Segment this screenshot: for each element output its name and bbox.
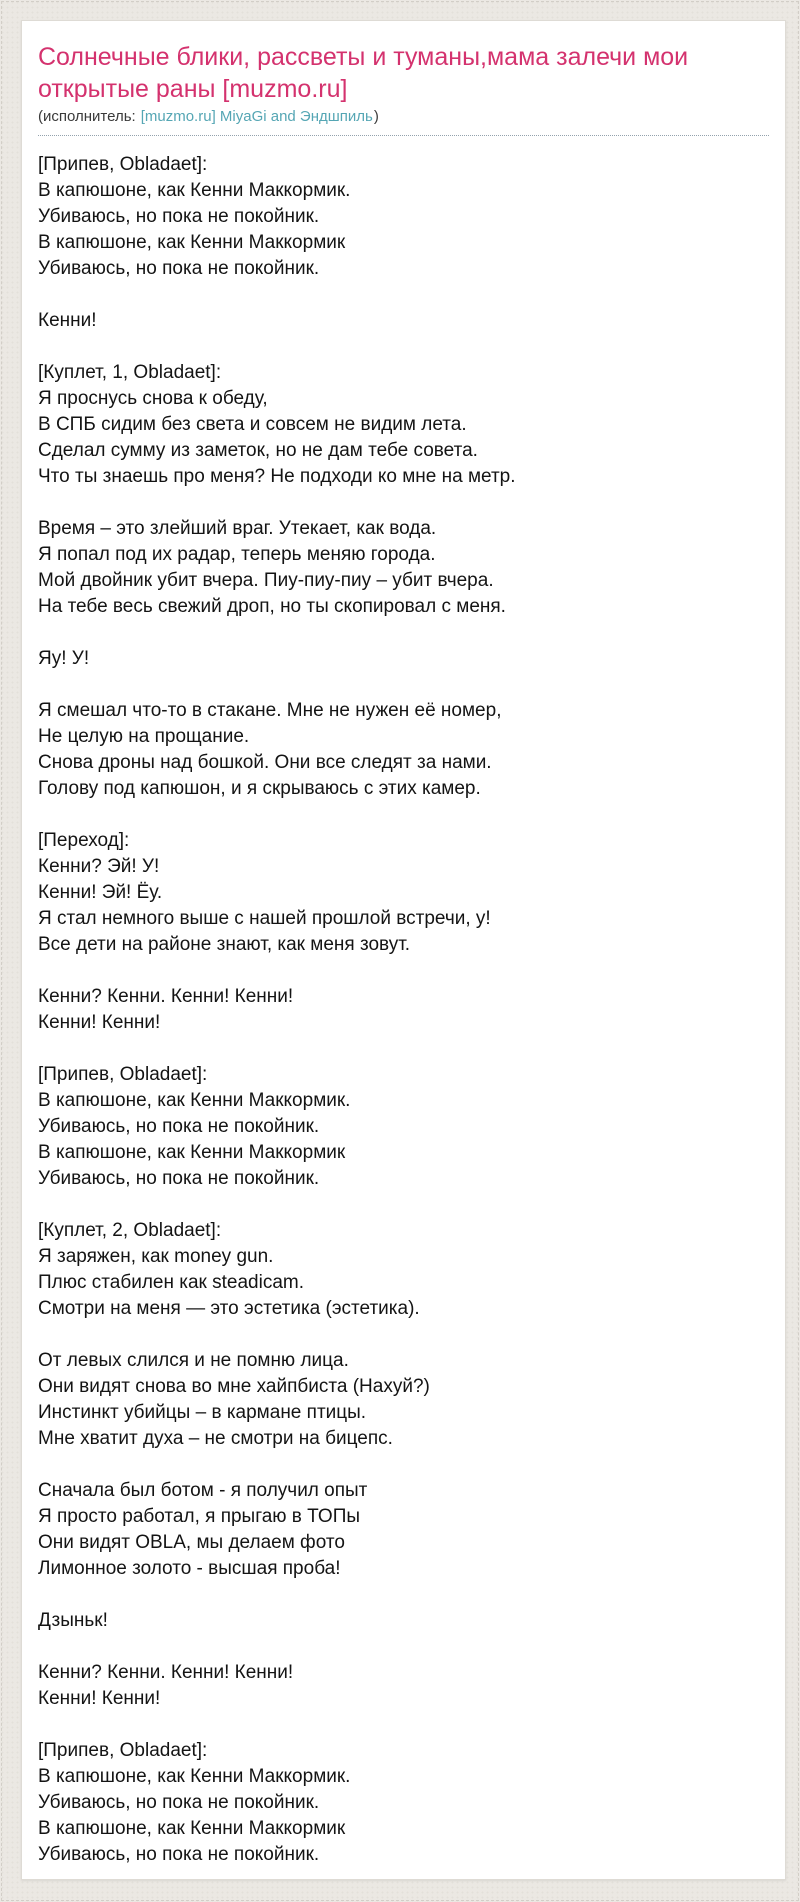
artist-line bbox=[38, 108, 769, 136]
lyric-line: [Припев, Obladaet]: bbox=[38, 154, 208, 175]
lyric-line bbox=[38, 1452, 769, 1478]
lyric-line: Голову под капюшон, и я скрываюсь с этих камер. bbox=[38, 778, 481, 799]
lyric-line: [Куплет, 2, Obladaet]: bbox=[38, 1220, 222, 1241]
lyric-line: Убиваюсь, но пока не покойник. bbox=[38, 1116, 320, 1137]
lyric-line: Сделал сумму из заметок, но не дам тебе совета. bbox=[38, 440, 478, 461]
lyric-line: Кенни! bbox=[38, 310, 97, 331]
lyric-line: Инстинкт убийцы – в кармане птицы. bbox=[38, 1402, 367, 1423]
lyric-line: Все дети на районе знают, как меня зовут. bbox=[38, 934, 411, 955]
lyric-line bbox=[38, 1036, 769, 1062]
lyric-line: В капюшоне, как Кенни Маккормик. bbox=[38, 180, 351, 201]
lyric-line: Не целую на прощание. bbox=[38, 726, 250, 747]
lyric-line bbox=[38, 1634, 769, 1660]
lyric-line: Кенни! Эй! Ёу. bbox=[38, 882, 163, 903]
lyric-line: Кенни? Эй! У! bbox=[38, 856, 160, 877]
lyric-line: На тебе весь свежий дроп, но ты скопировал с меня. bbox=[38, 596, 506, 617]
lyric-line: Я проснусь снова к обеду, bbox=[38, 388, 268, 409]
lyric-line: Я стал немного выше с нашей прошлой встречи, у! bbox=[38, 908, 491, 929]
page-title: Солнечные блики, рассветы и туманы,мама залечи мои открытые раны [muzmo.ru] bbox=[38, 43, 689, 103]
lyric-line: Сначала был ботом - я получил опыт bbox=[38, 1480, 368, 1501]
lyric-line: Мой двойник убит вчера. Пиу-пиу-пиу – убит вчера. bbox=[38, 570, 494, 591]
lyric-line: Время – это злейший враг. Утекает, как вода. bbox=[38, 518, 437, 539]
lyric-line: В капюшоне, как Кенни Маккормик bbox=[38, 1818, 346, 1839]
lyric-line: Лимонное золото - высшая проба! bbox=[38, 1558, 341, 1579]
lyric-line: Я попал под их радар, теперь меняю города. bbox=[38, 544, 436, 565]
lyrics bbox=[38, 152, 769, 1868]
lyric-line: Я смешал что-то в стакане. Мне не нужен её номер, bbox=[38, 700, 502, 721]
lyric-line bbox=[38, 1712, 769, 1738]
lyric-line: Кенни! Кенни! bbox=[38, 1688, 161, 1709]
lyric-line: В капюшоне, как Кенни Маккормик bbox=[38, 232, 346, 253]
lyric-line: Кенни! Кенни! bbox=[38, 1012, 161, 1033]
lyric-line bbox=[38, 958, 769, 984]
lyric-line bbox=[38, 1192, 769, 1218]
artist-link[interactable]: [muzmo.ru] MiyaGi and Эндшпиль bbox=[140, 108, 373, 125]
lyric-line: Смотри на меня — это эстетика (эстетика). bbox=[38, 1298, 420, 1319]
artist-close-paren: ) bbox=[373, 108, 379, 125]
lyric-line: Они видят снова во мне хайпбиста (Нахуй?) bbox=[38, 1376, 430, 1397]
lyric-line: Яу! У! bbox=[38, 648, 90, 669]
lyric-line: Убиваюсь, но пока не покойник. bbox=[38, 258, 320, 279]
lyric-line: Убиваюсь, но пока не покойник. bbox=[38, 1168, 320, 1189]
lyric-line bbox=[38, 1582, 769, 1608]
lyric-line: [Припев, Obladaet]: bbox=[38, 1064, 208, 1085]
lyric-line: В капюшоне, как Кенни Маккормик. bbox=[38, 1090, 351, 1111]
lyric-line bbox=[38, 490, 769, 516]
lyric-line: В СПБ сидим без света и совсем не видим лета. bbox=[38, 414, 467, 435]
lyric-line: Кенни? Кенни. Кенни! Кенни! bbox=[38, 1662, 294, 1683]
lyric-line: В капюшоне, как Кенни Маккормик. bbox=[38, 1766, 351, 1787]
lyric-line: Дзыньк! bbox=[38, 1610, 108, 1631]
lyric-line: Они видят OBLA, мы делаем фото bbox=[38, 1532, 345, 1553]
lyric-line: От левых слился и не помню лица. bbox=[38, 1350, 349, 1371]
lyric-line bbox=[38, 282, 769, 308]
lyric-line: Убиваюсь, но пока не покойник. bbox=[38, 206, 320, 227]
lyric-line: [Припев, Obladaet]: bbox=[38, 1740, 208, 1761]
lyric-line bbox=[38, 334, 769, 360]
lyric-line: Я заряжен, как money gun. bbox=[38, 1246, 274, 1267]
lyric-line: Снова дроны над бошкой. Они все следят за нами. bbox=[38, 752, 492, 773]
lyric-line bbox=[38, 672, 769, 698]
artist-label: (исполнитель: bbox=[38, 108, 136, 125]
lyric-line bbox=[38, 802, 769, 828]
lyric-line bbox=[38, 1322, 769, 1348]
lyric-line: Кенни? Кенни. Кенни! Кенни! bbox=[38, 986, 294, 1007]
lyric-line: Мне хватит духа – не смотри на бицепс. bbox=[38, 1428, 393, 1449]
lyric-line: [Переход]: bbox=[38, 830, 130, 851]
lyric-line: Убиваюсь, но пока не покойник. bbox=[38, 1792, 320, 1813]
lyric-line: Убиваюсь, но пока не покойник. bbox=[38, 1844, 320, 1865]
lyric-line: Плюс стабилен как steadicam. bbox=[38, 1272, 305, 1293]
lyric-line bbox=[38, 620, 769, 646]
lyric-line: В капюшоне, как Кенни Маккормик bbox=[38, 1142, 346, 1163]
lyric-line: Я просто работал, я прыгаю в ТОПы bbox=[38, 1506, 361, 1527]
lyric-line: [Куплет, 1, Obladaet]: bbox=[38, 362, 222, 383]
lyrics-card bbox=[21, 20, 786, 1880]
lyric-line: Что ты знаешь про меня? Не подходи ко мне на метр. bbox=[38, 466, 516, 487]
